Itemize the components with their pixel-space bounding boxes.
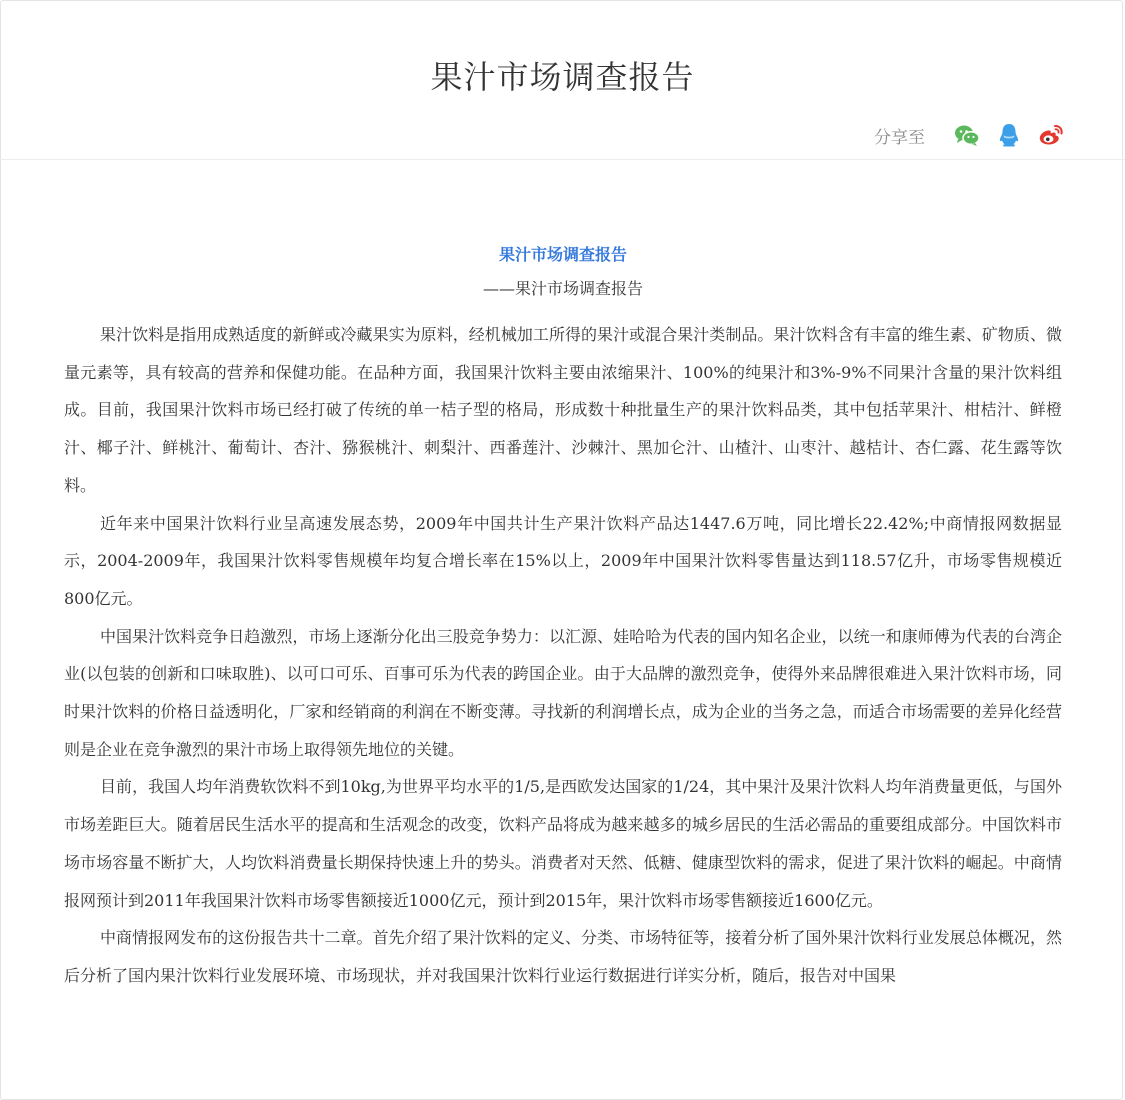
wechat-icon[interactable] (953, 121, 981, 149)
paragraph-1: 果汁饮料是指用成熟适度的新鲜或冷藏果实为原料，经机械加工所得的果汁或混合果汁类制品。果汁饮料含有丰富的维生素、矿物质、微量元素等，具有较高的营养和保健功能。在品种方面，我国果汁饮料主要由浓缩果汁、100%的纯果汁和3%-9%不同果汁含量的果汁饮料组成。目前，我国果汁饮料市场已经打破了传统的单一桔子型的格局，形成数十种批量生产的果汁饮料品类，其中包括苹果汁、柑桔汁、鲜橙汁、椰子汁、鲜桃汁、葡萄计、杏汁、猕猴桃汁、刺梨汁、西番莲汁、沙棘汁、黑加仑汁、山楂汁、山枣汁、越桔计、杏仁露、花生露等饮料。 (64, 325, 1062, 495)
article-heading: 果汁市场调查报告 (498, 245, 627, 264)
page-title: 果汁市场调查报告 (430, 58, 695, 96)
paragraph-4: 目前，我国人均年消费软饮料不到10kg,为世界平均水平的1/5,是西欧发达国家的1/24，其中果汁及果汁饮料人均年消费量更低，与国外市场差距巨大。随着居民生活水平的提高和生活观念的改变，饮料产品将成为越来越多的城乡居民的生活必需品的重要组成部分。中国饮料市场市场容量不断扩大，人均饮料消费量长期保持快速上升的势头。消费者对天然、低糖、健康型饮料的需求，促进了果汁饮料的崛起。中商情报网预计到2011年我国果汁饮料市场零售额接近1000亿元，预计到2015年，果汁饮料市场零售额接近1600亿元。 (64, 777, 1062, 910)
qq-icon[interactable] (995, 121, 1023, 149)
share-label: 分享至 (874, 127, 925, 148)
article-content (64, 240, 1062, 995)
weibo-icon[interactable] (1037, 121, 1065, 149)
page-header (0, 0, 1125, 160)
share-bar (874, 120, 1065, 150)
paragraph-3: 中国果汁饮料竞争日趋激烈，市场上逐渐分化出三股竞争势力：以汇源、娃哈哈为代表的国内知名企业，以统一和康师傅为代表的台湾企业(以包装的创新和口味取胜)、以可口可乐、百事可乐为代表的跨国企业。由于大品牌的激烈竞争，使得外来品牌很难进入果汁饮料市场，同时果汁饮料的价格日益透明化，厂家和经销商的利润在不断变薄。寻找新的利润增长点，成为企业的当务之急，而适合市场需要的差异化经营则是企业在竞争激烈的果汁市场上取得领先地位的关键。 (64, 626, 1062, 759)
article-subtitle: ——果汁市场调查报告 (482, 279, 643, 298)
paragraph-2: 近年来中国果汁饮料行业呈高速发展态势，2009年中国共计生产果汁饮料产品达1447.6万吨，同比增长22.42%;中商情报网数据显示，2004-2009年，我国果汁饮料零售规模年均复合增长率在15%以上，2009年中国果汁饮料零售量达到118.57亿升，市场零售规模近800亿元。 (64, 513, 1062, 608)
paragraph-5: 中商情报网发布的这份报告共十二章。首先介绍了果汁饮料的定义、分类、市场特征等，接着分析了国外果汁饮料行业发展总体概况，然后分析了国内果汁饮料行业发展环境、市场现状，并对我国果汁饮料行业运行数据进行详实分析，随后，报告对中国果 (64, 928, 1062, 985)
